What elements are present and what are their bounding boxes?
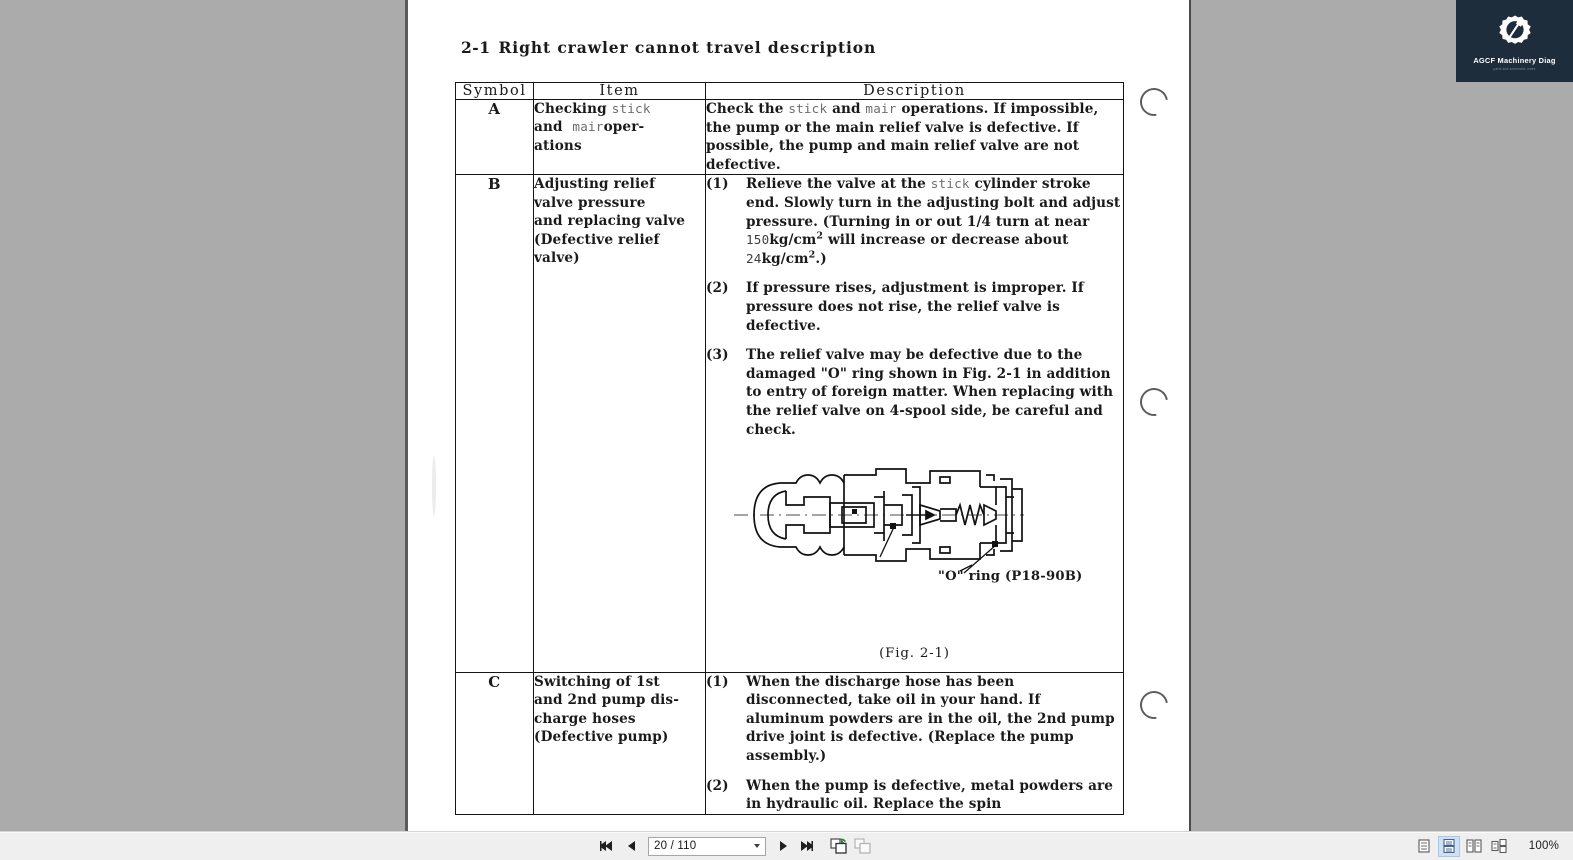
two-page-view-icon: [1466, 839, 1482, 853]
viewer-toolbar: [0, 831, 1573, 860]
paragraph-body: [746, 175, 1123, 268]
item-line: charge hoses: [534, 710, 636, 727]
item-text-a3: oper-: [603, 119, 645, 136]
table-row: [456, 175, 1124, 672]
paragraph-marker: (1): [706, 673, 729, 690]
overtype-24: 24: [746, 250, 762, 266]
page-canvas: [408, 0, 1189, 832]
text-unit-1: kg/cm: [769, 232, 817, 249]
overtype-stick: stick: [930, 176, 970, 192]
table-header: [456, 83, 1124, 100]
item-line: Switching of 1st: [534, 673, 660, 690]
relief-valve-cross-section-icon: [734, 453, 1024, 578]
page-number-value: 20 / 110: [654, 840, 697, 852]
chevron-down-icon[interactable]: [754, 844, 760, 848]
paragraph-marker: (1): [706, 176, 729, 193]
item-line: valve pressure: [534, 194, 646, 211]
page-navigation-group: [596, 832, 874, 860]
previous-page-icon: [626, 840, 637, 852]
watermark-subtitle: parts and schematic index: [1493, 66, 1536, 71]
row-symbol-b: B: [456, 175, 534, 672]
item-line: valve): [534, 250, 580, 266]
desc-paragraph: [706, 346, 1123, 439]
figure-caption: (Fig. 2-1): [879, 646, 950, 662]
paragraph-marker: (2): [706, 280, 729, 297]
view-mode-group: [1413, 832, 1559, 860]
desc-overtype-main: mair: [865, 101, 897, 116]
row-symbol-a: A: [456, 100, 534, 175]
desc-tail-a: operations. If impossible, the pump or the main relief valve is defective. If possible, the pump and main relief valve are not defective.: [706, 101, 1099, 173]
column-header-item: Item: [534, 83, 706, 100]
item-line: and 2nd pump dis-: [534, 692, 680, 709]
last-page-button[interactable]: [796, 835, 818, 857]
row-description-c: [706, 672, 1124, 814]
next-page-icon: [778, 840, 789, 852]
two-page-continuous-view-button[interactable]: [1488, 836, 1510, 857]
row-description-b: [706, 175, 1124, 672]
single-page-continuous-view-button[interactable]: [1438, 836, 1460, 857]
item-line: (Defective pump): [534, 728, 669, 745]
next-page-button[interactable]: [772, 835, 794, 857]
document-page: [405, 0, 1191, 832]
two-page-continuous-view-icon: [1491, 839, 1507, 853]
item-line: and replacing valve: [534, 213, 686, 230]
gear-hammer-icon: [1495, 12, 1535, 52]
scan-artifact: [432, 456, 436, 516]
table-body: [456, 100, 1124, 815]
single-page-continuous-view-icon: [1442, 839, 1456, 853]
text-mid-3: will increase or decrease about: [823, 232, 1069, 249]
row-description-a: [706, 100, 1124, 175]
figure-callout-o-ring: "O" ring (P18-90B): [938, 569, 1083, 585]
item-text-a4: ations: [534, 137, 582, 154]
paragraph-marker: (3): [706, 347, 729, 364]
superscript-2: 2: [816, 230, 824, 242]
last-page-icon: [800, 840, 814, 852]
text-unit-2: kg/cm: [761, 250, 809, 267]
single-page-view-button[interactable]: [1413, 836, 1435, 857]
previous-view-icon: [830, 838, 848, 854]
text-mid: cylinder stroke end. Slowly turn in the adjusting bolt and adjust pressure. (Turning in or out 1/4 turn at near: [746, 176, 1121, 230]
single-page-view-icon: [1417, 839, 1431, 853]
column-header-description: Description: [706, 83, 1124, 100]
two-page-view-button[interactable]: [1463, 836, 1485, 857]
first-page-button[interactable]: [596, 835, 618, 857]
first-page-icon: [600, 840, 614, 852]
next-view-icon: [854, 838, 872, 854]
table-header-row: [456, 83, 1124, 100]
page-number-input[interactable]: [648, 837, 766, 856]
item-line: Adjusting relief: [534, 176, 656, 193]
column-header-symbol: Symbol: [456, 83, 534, 100]
item-text-a1: Checking: [534, 101, 612, 117]
table-row: [456, 100, 1124, 175]
section-title-text: Right crawler cannot travel description: [498, 38, 877, 57]
superscript-2: 2: [808, 249, 816, 261]
item-overtype-main: mair: [572, 119, 604, 135]
paragraph-body: If pressure rises, adjustment is improper. If pressure does not rise, the relief valve is defective.: [746, 280, 1084, 334]
desc-paragraph: [706, 279, 1123, 335]
paragraph-body: The relief valve may be defective due to the damaged "O" ring shown in Fig. 2-1 in addition to entry of foreign matter. When replacing with the relief valve on 4-spool side, be careful and check.: [746, 347, 1114, 438]
item-text-a2: and: [534, 119, 563, 136]
paragraph-marker: (2): [706, 777, 729, 794]
paragraph-body: When the pump is defective, metal powders are in hydraulic oil. Replace the spin: [746, 777, 1114, 813]
next-view-button[interactable]: [852, 835, 874, 857]
row-symbol-c: C: [456, 672, 534, 814]
page-title: [461, 38, 876, 57]
desc-paragraph: [706, 175, 1123, 268]
desc-lead-a: Check the: [706, 101, 789, 117]
paragraph-body: When the discharge hose has been disconnected, take oil in your hand. If aluminum powders are in the oil, the 2nd pump drive joint is defective. (Replace the pump assembly.): [746, 673, 1115, 765]
troubleshooting-table: [455, 82, 1124, 815]
item-overtype-stick: stick: [611, 101, 651, 116]
desc-mid-a: and: [827, 101, 866, 117]
zoom-level-label[interactable]: 100%: [1528, 840, 1559, 852]
previous-view-button[interactable]: [828, 835, 850, 857]
table-row: [456, 672, 1124, 814]
text-lead: Relieve the valve at the: [746, 176, 931, 193]
text-tail: .): [815, 250, 827, 267]
previous-page-button[interactable]: [620, 835, 642, 857]
row-item-a: [534, 100, 706, 175]
watermark-title: AGCF Machinery Diag: [1473, 55, 1556, 65]
section-number: 2-1: [461, 38, 491, 57]
overtype-150: 150: [746, 232, 770, 248]
desc-paragraph: [706, 777, 1123, 814]
desc-paragraph: [706, 673, 1123, 766]
desc-overtype-stick: stick: [788, 101, 828, 116]
row-item-b: [534, 175, 706, 672]
item-line: (Defective relief: [534, 231, 660, 248]
row-item-c: [534, 672, 706, 814]
watermark-badge: [1456, 0, 1573, 82]
figure-relief-valve: [706, 453, 1123, 631]
